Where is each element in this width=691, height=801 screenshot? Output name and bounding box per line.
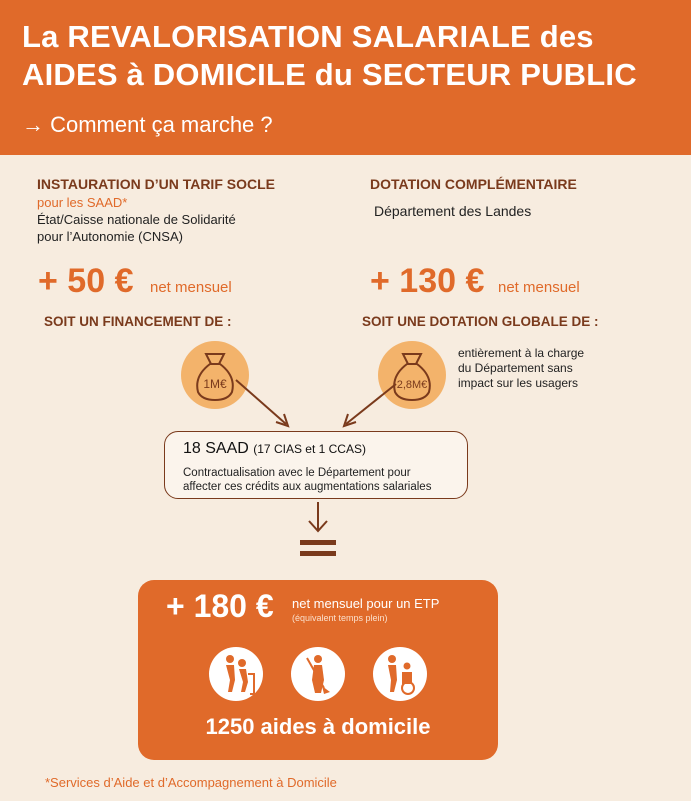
page-title: La REVALORISATION SALARIALE des AIDES à DOMICILE du SECTEUR PUBLIC xyxy=(22,19,637,92)
saad-contract-box xyxy=(164,431,468,499)
walker-assist-icon xyxy=(208,646,264,707)
left-column-title: INSTAURATION D’UN TARIF SOCLE xyxy=(37,176,275,192)
left-line-2: pour l’Autonomie (CNSA) xyxy=(37,229,183,244)
left-amount: + 50 € xyxy=(38,262,134,300)
result-subtext: (équivalent temps plein) xyxy=(292,613,388,623)
equals-sign-icon xyxy=(300,540,336,560)
right-amount: + 130 € xyxy=(370,262,485,300)
saad-box-description xyxy=(183,466,463,494)
page-subtitle: → Comment ça marche ? xyxy=(22,112,273,137)
right-note-line-3: impact sur les usagers xyxy=(458,376,579,390)
result-amount: + 180 € xyxy=(166,588,274,624)
left-column-subtitle: pour les SAAD* xyxy=(37,195,128,210)
left-soit-label: SOIT UN FINANCEMENT DE : xyxy=(44,314,232,329)
left-line-1: État/Caisse nationale de Solidarité xyxy=(37,212,236,227)
result-box xyxy=(138,580,498,760)
right-line-1: Département des Landes xyxy=(374,203,532,219)
result-count: 1250 aides à domicile xyxy=(205,714,431,739)
right-note-line-1: entièrement à la charge xyxy=(458,346,585,360)
right-bag-value: 2,8M€ xyxy=(396,379,428,391)
saad-count: 18 SAAD xyxy=(183,440,249,457)
wheelchair-assist-icon xyxy=(372,646,428,707)
saad-box-title xyxy=(183,440,366,458)
right-soit-label: SOIT UNE DOTATION GLOBALE DE : xyxy=(362,314,599,329)
arrow-left-to-box xyxy=(236,380,286,424)
left-amount-unit: net mensuel xyxy=(150,279,232,296)
saad-desc-line-2: affecter ces crédits aux augmentations salariales xyxy=(183,481,432,493)
left-bag-value: 1M€ xyxy=(203,377,227,391)
right-column-title: DOTATION COMPLÉMENTAIRE xyxy=(370,176,577,192)
arrow-right-to-box xyxy=(346,384,396,424)
result-text: net mensuel pour un ETP xyxy=(292,596,440,611)
right-note-line-2: du Département sans xyxy=(458,361,573,375)
saad-detail: (17 CIAS et 1 CCAS) xyxy=(253,442,366,456)
footnote: *Services d’Aide et d’Accompagnement à Domicile xyxy=(45,775,337,790)
cleaning-icon xyxy=(290,646,346,707)
saad-desc-line-1: Contractualisation avec le Département pour xyxy=(183,467,411,479)
right-amount-unit: net mensuel xyxy=(498,279,580,296)
